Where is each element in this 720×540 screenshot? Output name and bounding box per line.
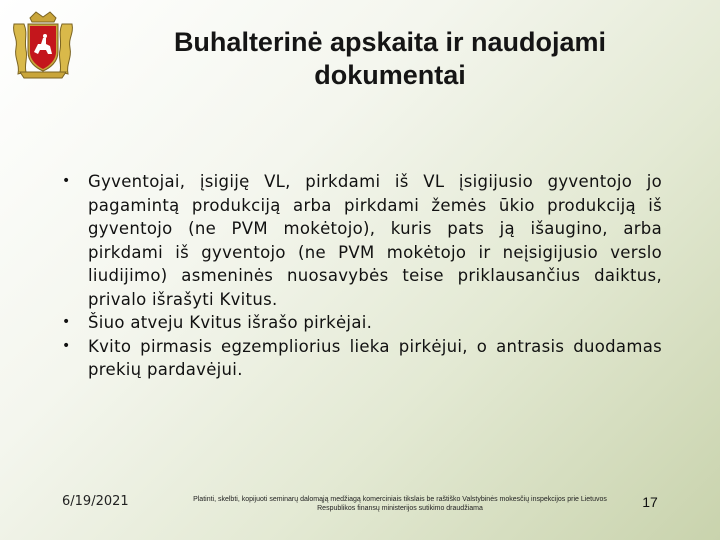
bullet-text: Gyventojai, įsigiję VL, pirkdami iš VL įsigijusio gyventojo jo pagamintą produkciją arba pirkdami žemės ūkio produkciją iš gyventojo (ne PVM mokėtojo), kuris pats ją išaugino, arba pirkdami iš gyventojo (ne PVM mokėtojo ir neįsigijusio verslo liudijimo) asmeninės nuosavybės teise priklausančius daiktus, privalo išrašyti Kvitus. [88,172,662,309]
list-item [62,335,662,382]
title-line-1: Buhalterinė apskaita ir naudojami [173,27,607,57]
coat-of-arms-logo-icon [10,8,76,80]
bullet-text: Šiuo atveju Kvitus išrašo pirkėjai. [88,313,373,332]
bullet-list [62,170,662,382]
footer-disclaimer: Platinti, skelbti, kopijuoti seminarų dalomąją medžiagą komerciniais tikslais be raštiško Valstybinės mokesčių inspekcijos prie Lietuvos Respublikos finansų ministerijos sutikimo draudžiama [193,496,607,512]
page-number: 17 [642,494,658,510]
bullet-icon: • [62,314,71,330]
title-line-2: dokumentai [314,60,466,90]
bullet-icon: • [62,173,71,189]
bullet-icon: • [62,337,71,354]
footer-date: 6/19/2021 [62,494,129,509]
list-item [62,311,662,335]
list-item [62,170,662,311]
bullet-text: Kvito pirmasis egzempliorius lieka pirkėjui, o antrasis duodamas prekių pardavėjui. [88,336,662,379]
page-title [100,26,680,92]
